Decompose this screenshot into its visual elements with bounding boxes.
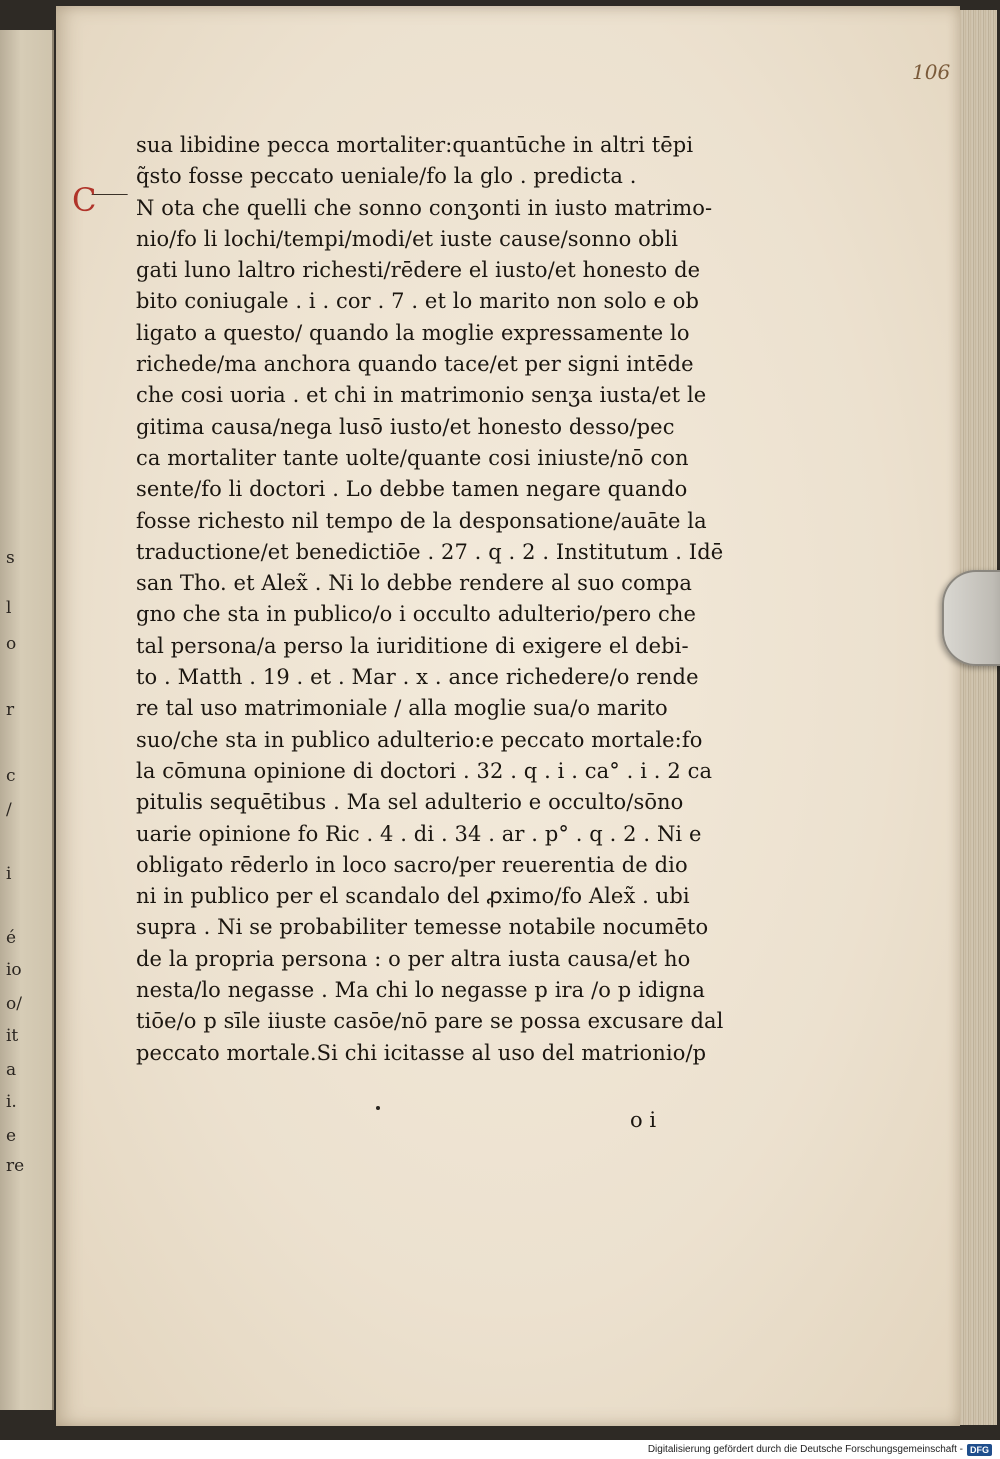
text-line: ni in publico per el scandalo del ꝓximo/fo Alex̃ . ubi — [136, 884, 690, 909]
left-page-fragment: r — [6, 700, 15, 720]
text-line: fosse richesto nil tempo de la desponsatione/auāte la — [136, 508, 707, 533]
left-page-fragment: / — [6, 800, 12, 820]
text-line: gitima causa/nega lusō iusto/et honesto desso/pec — [136, 414, 675, 439]
page-edge-stack — [958, 10, 997, 1425]
text-line: richede/ma anchora quando tace/et per signi intēde — [136, 352, 694, 377]
text-line: gno che sta in publico/o i occulto adulterio/pero che — [136, 602, 696, 627]
dfg-logo: DFG — [967, 1444, 992, 1456]
text-line: che cosi uoria . et chi in matrimonio senʒa iusta/et le — [136, 383, 707, 408]
text-line: obligato rēderlo in loco sacro/per reuerentia de dio — [136, 852, 688, 877]
text-line: tal persona/a perso la iuriditione di exigere el debi- — [136, 633, 689, 658]
text-line: nio/fo li lochi/tempi/modi/et iuste cause/sonno obli — [136, 226, 679, 251]
text-line: san Tho. et Alex̃ . Ni lo debbe rendere al suo compa — [136, 571, 692, 596]
funding-credit: Digitalisierung gefördert durch die Deutsche Forschungsgemeinschaft - — [647, 1444, 963, 1455]
text-line: suo/che sta in publico adulterio:e peccato mortale:fo — [136, 727, 703, 752]
left-page-fragment: i — [6, 864, 12, 884]
text-line: de la propria persona : o per altra iusta causa/et ho — [136, 946, 691, 971]
text-line: pitulis sequētibus . Ma sel adulterio e occulto/sōno — [136, 790, 684, 815]
text-line: q̃sto fosse peccato ueniale/fo la glo . predicta . — [136, 164, 637, 189]
left-page-fragment: o/ — [6, 994, 22, 1014]
text-line: ligato a questo/ quando la moglie expressamente lo — [136, 320, 690, 345]
ink-dot — [376, 1106, 380, 1110]
left-page-fragment: o — [6, 634, 17, 654]
page-clip — [942, 570, 1000, 666]
left-page-fragment: e — [6, 1126, 17, 1146]
text-line: uarie opinione fo Ric . 4 . di . 34 . ar . p° . q . 2 . Ni e — [136, 821, 702, 846]
text-line: la cōmuna opinione di doctori . 32 . q . i . ca° . i . 2 ca — [136, 758, 713, 783]
left-page-fragment: io — [6, 960, 22, 980]
text-line: sente/fo li doctori . Lo debbe tamen negare quando — [136, 477, 688, 502]
left-page-fragment: i. — [6, 1092, 17, 1112]
left-page-edge — [0, 30, 54, 1410]
left-page-fragment: it — [6, 1026, 19, 1046]
text-line: nesta/lo negasse . Ma chi lo negasse p ira /o p idigna — [136, 978, 706, 1003]
left-page-fragment: re — [6, 1156, 25, 1176]
text-line: ca mortaliter tante uolte/quante cosi iniuste/nō con — [136, 445, 689, 470]
footer-bar — [0, 1440, 1000, 1459]
left-page-fragment: a — [6, 1060, 17, 1080]
rubricated-initial: C — [72, 181, 97, 219]
text-line: N ota che quelli che sonno conʒonti in iusto matrimo- — [136, 195, 713, 220]
text-line: tiōe/o p sīle iiuste casōe/nō pare se possa excusare dal — [136, 1009, 724, 1034]
text-line: peccato mortale.Si chi icitasse al uso del matrionio/p — [136, 1040, 707, 1065]
signature-mark: o i — [630, 1108, 657, 1132]
text-line: traductione/et benedictiōe . 27 . q . 2 . Institutum . Idē — [136, 539, 724, 564]
body-text — [136, 130, 724, 1069]
text-line: supra . Ni se probabiliter temesse notabile nocumēto — [136, 915, 709, 940]
left-page-fragment: s — [6, 548, 15, 568]
text-line: gati luno laltro richesti/rēdere el iusto/et honesto de — [136, 258, 701, 283]
text-line: to . Matth . 19 . et . Mar . x . ance richedere/o rende — [136, 665, 699, 690]
text-line: bito coniugale . i . cor . 7 . et lo marito non solo e ob — [136, 289, 700, 314]
text-line: sua libidine pecca mortaliter:quantūche in altri tēpi — [136, 133, 694, 157]
left-page-fragment: c — [6, 766, 16, 786]
text-line: re tal uso matrimoniale / alla moglie sua/o marito — [136, 696, 668, 721]
folio-number: 106 — [912, 60, 951, 84]
left-page-fragment: é — [6, 928, 17, 948]
left-page-fragment: l — [6, 598, 12, 618]
